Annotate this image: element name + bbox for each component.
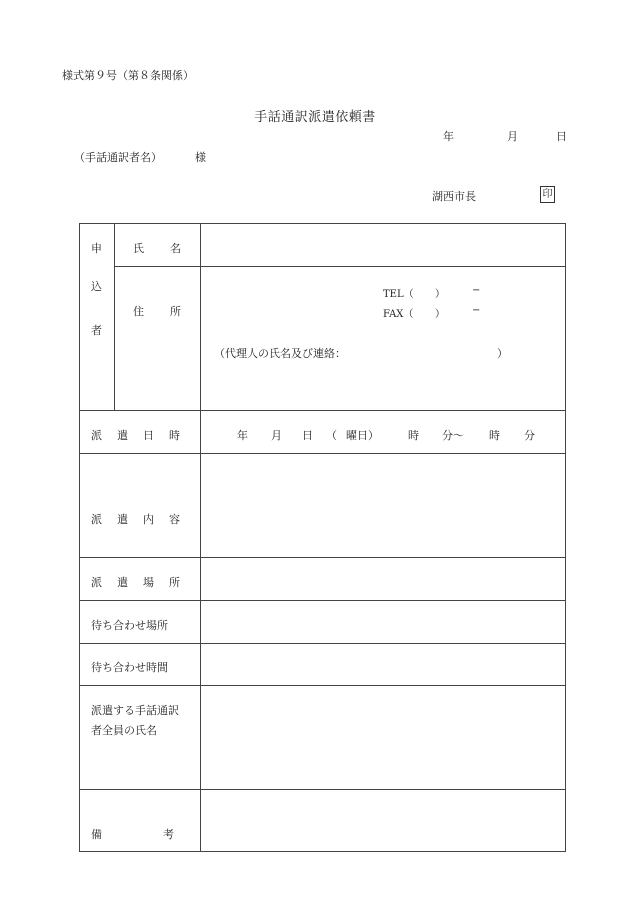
dispatch-place-label: 遣 [117, 576, 128, 589]
date-day-label: 日 [556, 130, 567, 143]
fax-close: ） [435, 309, 445, 320]
sender-title: 湖西市長 [432, 190, 476, 203]
dispatch-place-field[interactable] [201, 558, 565, 600]
datetime-part: 分 [524, 429, 535, 442]
interpreters-field[interactable] [201, 686, 565, 789]
fax-dash: − [472, 305, 481, 316]
name-label: 氏 [133, 242, 144, 255]
datetime-part: （ [326, 429, 337, 442]
datetime-part: 月 [271, 429, 282, 442]
name-label: 名 [170, 242, 181, 255]
applicant-label-char: 申 [91, 242, 102, 255]
applicant-label-char: 者 [91, 324, 102, 337]
table-border-right [565, 223, 566, 852]
datetime-part: 時 [408, 429, 419, 442]
dispatch-datetime-field[interactable] [201, 411, 565, 453]
remarks-field[interactable] [201, 790, 565, 851]
fax-label: FAX（ [383, 309, 414, 320]
dispatch-content-field[interactable] [201, 454, 565, 557]
table-border-bottom [79, 851, 566, 852]
meeting-place-field[interactable] [201, 601, 565, 643]
seal-stamp: 印 [540, 186, 555, 203]
dispatch-content-label: 内 [143, 513, 154, 526]
dispatch-place-label: 派 [91, 576, 102, 589]
address-label: 所 [170, 305, 181, 318]
form-number: 様式第９号（第８条関係） [62, 69, 194, 82]
tel-label: TEL（ [383, 289, 414, 300]
datetime-part: 年 [237, 429, 248, 442]
datetime-part: 時 [489, 429, 500, 442]
applicant-label-char: 込 [91, 280, 102, 293]
tel-dash: − [472, 285, 481, 296]
recipient-honorific: 様 [195, 151, 206, 164]
name-field[interactable] [201, 224, 565, 266]
dispatch-place-label: 所 [169, 576, 180, 589]
dispatch-content-label: 遣 [117, 513, 128, 526]
dispatch-content-label: 容 [169, 513, 180, 526]
dispatch-content-label: 派 [91, 513, 102, 526]
dispatch-datetime-label: 遣 [117, 429, 128, 442]
proxy-contact-label: （代理人の氏名及び連絡： [214, 347, 346, 360]
proxy-contact-close: ） [497, 347, 508, 360]
remarks-label: 備 [91, 828, 102, 841]
interpreters-label: 派遣する手話通訳 [91, 704, 179, 717]
meeting-time-label: 待ち合わせ時間 [91, 661, 168, 674]
date-year-label: 年 [443, 130, 454, 143]
address-label: 住 [133, 305, 144, 318]
meeting-place-label: 待ち合わせ場所 [91, 619, 168, 632]
datetime-part: 分〜 [442, 429, 464, 442]
page-title: 手話通訳派遣依頼書 [254, 110, 376, 125]
dispatch-datetime-label: 日 [143, 429, 154, 442]
tel-close: ） [435, 289, 445, 300]
remarks-label: 考 [163, 828, 174, 841]
recipient-name-label: （手話通訳者名） [74, 151, 162, 164]
dispatch-datetime-label: 派 [91, 429, 102, 442]
meeting-time-field[interactable] [201, 644, 565, 685]
request-form-table [79, 223, 566, 852]
dispatch-datetime-label: 時 [169, 429, 180, 442]
datetime-part: 日 [302, 429, 313, 442]
datetime-part: 曜日） [346, 429, 379, 442]
table-border-left [79, 223, 80, 852]
dispatch-place-label: 場 [143, 576, 154, 589]
date-month-label: 月 [507, 130, 518, 143]
interpreters-label: 者全員の氏名 [91, 724, 157, 737]
applicant-column-divider [114, 223, 115, 410]
